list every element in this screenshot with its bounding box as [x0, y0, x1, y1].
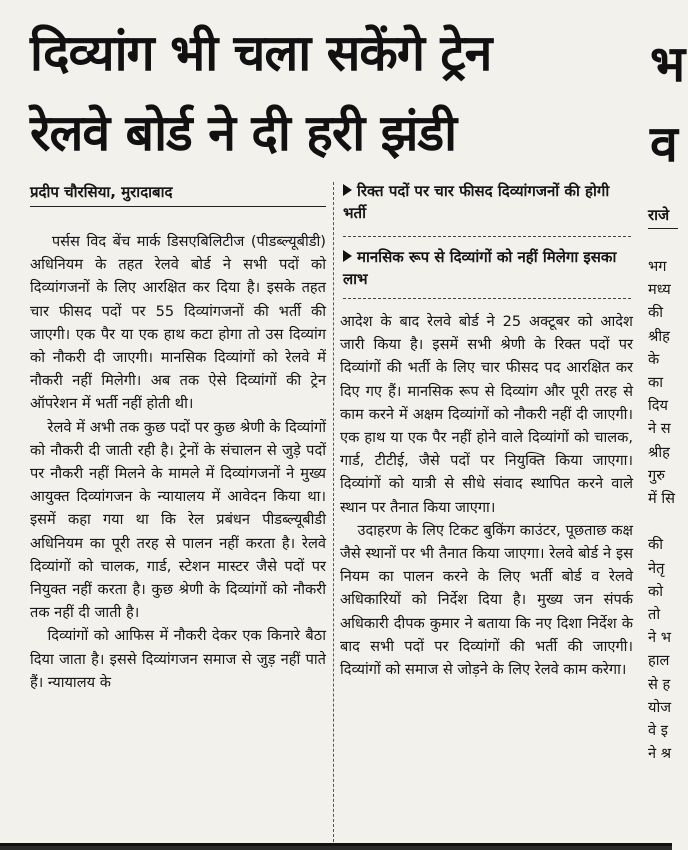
neighbor-line: ने स — [648, 420, 671, 438]
neighbor-line: दिय — [648, 397, 668, 415]
highlight-point — [343, 180, 631, 224]
triangle-bullet-icon — [343, 184, 352, 196]
headline-line-1: दिव्यांग भी चला सकेंगे ट्रेन — [30, 24, 492, 82]
neighbor-line: श्रीह — [648, 443, 670, 461]
neighbor-line: हाल — [648, 652, 670, 670]
highlight-divider — [343, 236, 631, 237]
neighbor-line: वे इ — [648, 722, 668, 740]
highlight-point — [343, 246, 631, 290]
neighbor-line: की — [648, 536, 663, 554]
paragraph: दिव्यांगों को आफिस में नौकरी देकर एक किनारे बैठा दिया जाता है। इससे दिव्यांगजन समाज से जुड़ नहीं पाते हैं। न्यायालय के — [30, 627, 326, 691]
neighbor-line: मध्य — [648, 281, 671, 299]
article-column-2 — [340, 310, 633, 681]
neighbor-heading-rule — [648, 228, 678, 229]
neighbor-line: श्रीह — [648, 327, 670, 345]
paragraph: उदाहरण के लिए टिकट बुकिंग काउंटर, पूछताछ कक्ष जैसे स्थानों पर भी तैनात किया जाएगा। रेलवे बोर्ड ने इस नियम का पालन करने के लिए भर्ती बोर्ड व रेलवे अधिकारियों को निर्देश दिया है। मुख्य जन संपर्क अधिकारी दीपक कुमार ने बताया कि नए दिशा निर्देश के बाद सभी पदों पर दिव्यांगों की भर्ती की जाएगी। दिव्यांगों को समाज से जोड़ने के लिए रेलवे काम करेगा। — [340, 521, 633, 679]
neighbor-line: नेतृ — [648, 559, 665, 577]
neighbor-line: भग — [648, 258, 667, 275]
neighbor-line: का — [648, 374, 663, 392]
neighbor-line: को — [648, 582, 663, 600]
highlight-divider — [343, 298, 631, 299]
neighbor-line: योज — [648, 698, 672, 716]
neighbor-headline-line-1: भ — [650, 35, 686, 93]
page-bottom-strip — [0, 846, 672, 850]
highlight-text: रिक्त पदों पर चार फीसद दिव्यांगजनों की होगी भर्ती — [343, 182, 610, 222]
byline-rule — [30, 206, 326, 207]
paragraph: रेलवे में अभी तक कुछ पदों पर कुछ श्रेणी के दिव्यांगों को नौकरी दी जाती रही है। ट्रेनों के संचालन से जुड़े पदों पर नौकरी नहीं मिलने के मामले में दिव्यांगजनों ने मुख्य आयुक्त दिव्यांगजन के न्यायालय में आवेदन किया था। इसमें कहा गया था कि रेल प्रबंधन पीडब्ल्यूबीडी अधिनियम का पूरी तरह से पालन नहीं करता है। रेलवे दिव्यांगों को चालक, गार्ड, स्टेशन मास्टर जैसे पदों पर नियुक्त नहीं करता है। कुछ श्रेणी के दिव्यांगों को नौकरी तक नहीं दी जाती है। — [30, 418, 326, 622]
neighbor-headline-line-2: व — [650, 115, 678, 173]
neighbor-line: की — [648, 304, 663, 322]
column-divider — [333, 182, 334, 842]
neighbor-line: से ह — [648, 675, 671, 693]
neighbor-line: ने श्र — [648, 745, 672, 763]
paragraph: आदेश के बाद रेलवे बोर्ड ने 25 अक्टूबर को आदेश जारी किया है। इसमें सभी श्रेणी के रिक्त पदों पर दिव्यांगों की भर्ती के लिए चार फीसद पद आरक्षित कर दिए गए हैं। मानसिक रूप से दिव्यांग और पूरी तरह से काम करने में अक्षम दिव्यांगों को नौकरी नहीं दी जाएगी। एक हाथ या एक पैर नहीं होने वाले दिव्यांगों को चालक, गार्ड, टीटीई, जैसे पदों पर नियुक्ति किया जाएगा। दिव्यांगों को यात्री से सीधे संवाद स्थापित करने वाले स्थान पर तैनात किया जाएगा। — [340, 313, 633, 516]
neighbor-line: तो — [648, 606, 661, 624]
triangle-bullet-icon — [343, 250, 352, 262]
paragraph: पर्सस विद बेंच मार्क डिसएबिलिटीज (पीडब्ल्यूबीडी) अधिनियम के तहत रेलवे बोर्ड ने सभी पदों को दिव्यांगजनों के लिए आरक्षित कर दिया है। इसके तहत चार फीसद पदों पर 55 दिव्यांगजनों की भर्ती की जाएगी। एक पैर या एक हाथ कटा होगा तो उस दिव्यांग को नौकरी दी जाएगी। मानसिक दिव्यांगों को रेलवे में नौकरी नहीं मिलेगी। अब तक ऐसे दिव्यांगों की ट्रेन ऑपरेशन में भर्ती नहीं होती थी। — [30, 233, 326, 413]
neighbor-article-heading: राजे — [648, 206, 670, 224]
neighbor-line: गुरु — [648, 466, 665, 484]
neighbor-article-column — [648, 255, 688, 765]
highlight-text: मानसिक रूप से दिव्यांगों को नहीं मिलेगा इसका लाभ — [343, 248, 617, 288]
neighbor-line: ने भ — [648, 629, 671, 647]
headline-line-2: रेलवे बोर्ड ने दी हरी झंडी — [30, 104, 457, 162]
byline: प्रदीप चौरसिया, मुरादाबाद — [30, 183, 173, 201]
neighbor-line: में सि — [648, 490, 676, 508]
article-column-1 — [30, 230, 326, 694]
neighbor-line — [648, 510, 688, 533]
neighbor-line: के — [648, 350, 660, 368]
